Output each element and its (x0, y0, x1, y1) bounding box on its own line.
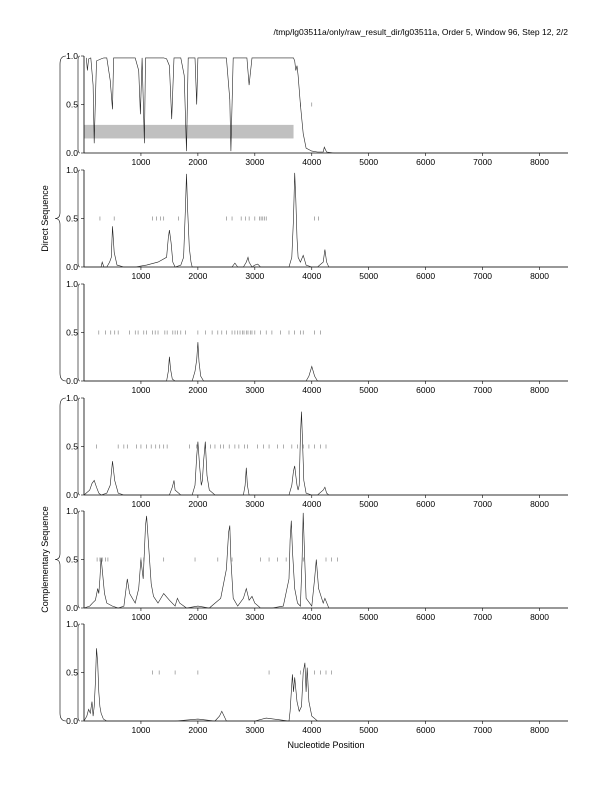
x-tick-label: 4000 (302, 385, 322, 395)
y-tick-label: 0.0 (66, 603, 78, 613)
y-tick-label: 0.5 (66, 554, 78, 565)
x-tick-label: 7000 (473, 385, 493, 395)
x-tick-label: 3000 (245, 499, 265, 509)
x-tick-label: 5000 (359, 271, 379, 281)
y-tick-label: 1.0 (66, 51, 78, 61)
x-tick-label: 6000 (416, 385, 436, 395)
x-tick-label: 1000 (131, 725, 151, 735)
x-tick-label: 7000 (473, 725, 493, 735)
chart-panel-3 (66, 279, 568, 395)
shaded-band (84, 125, 294, 139)
x-tick-label: 8000 (530, 157, 549, 167)
chart-panel-5 (66, 506, 568, 622)
x-tick-label: 4000 (302, 157, 322, 167)
chart-panels (66, 51, 568, 735)
x-tick-label: 7000 (473, 499, 493, 509)
chart-panel-2 (66, 165, 568, 281)
x-tick-label: 6000 (416, 271, 436, 281)
y-tick-label: 0.5 (66, 441, 78, 452)
group-bracket (55, 56, 66, 381)
x-tick-label: 3000 (245, 385, 265, 395)
x-tick-label: 3000 (245, 725, 265, 735)
group-labels (40, 56, 66, 721)
x-tick-label: 5000 (359, 157, 379, 167)
x-tick-label: 2000 (188, 271, 208, 281)
panel-bracket (78, 624, 80, 721)
x-tick-label: 5000 (359, 385, 379, 395)
y-tick-label: 0.5 (66, 667, 78, 678)
page-title: /tmp/lg03511a/only/raw_result_dir/lg03511a, Order 5, Window 96, Step 12, 2/2 (273, 27, 568, 37)
y-tick-label: 0.0 (66, 716, 78, 726)
x-tick-label: 4000 (302, 499, 322, 509)
panel-bracket (78, 398, 80, 495)
x-tick-label: 2000 (188, 612, 208, 622)
x-tick-label: 1000 (131, 612, 151, 622)
x-tick-label: 4000 (302, 725, 322, 735)
x-tick-label: 4000 (302, 271, 322, 281)
chart-panel-1 (66, 51, 568, 167)
y-tick-label: 0.0 (66, 262, 78, 272)
x-tick-label: 2000 (188, 157, 208, 167)
x-tick-label: 3000 (245, 612, 265, 622)
x-tick-label: 2000 (188, 499, 208, 509)
panel-bracket (78, 170, 80, 267)
x-tick-label: 6000 (416, 725, 436, 735)
y-tick-label: 0.0 (66, 490, 78, 500)
group-bracket (55, 398, 66, 721)
series-line (84, 648, 568, 721)
x-tick-label: 8000 (530, 499, 549, 509)
x-tick-label: 6000 (416, 612, 436, 622)
x-tick-label: 5000 (359, 612, 379, 622)
group-label: Complementary Sequence (40, 506, 50, 613)
y-tick-label: 1.0 (66, 506, 78, 516)
x-tick-label: 3000 (245, 271, 265, 281)
y-tick-label: 1.0 (66, 165, 78, 175)
x-tick-label: 7000 (473, 612, 493, 622)
group-label: Direct Sequence (40, 185, 50, 252)
series-line (84, 412, 568, 495)
x-tick-label: 8000 (530, 385, 549, 395)
y-tick-label: 1.0 (66, 279, 78, 289)
x-tick-label: 4000 (302, 612, 322, 622)
panel-bracket (78, 284, 80, 381)
x-tick-label: 6000 (416, 499, 436, 509)
chart-panel-4 (66, 393, 568, 509)
y-tick-label: 1.0 (66, 393, 78, 403)
x-tick-label: 3000 (245, 157, 265, 167)
x-tick-label: 1000 (131, 157, 151, 167)
y-tick-label: 0.5 (66, 99, 78, 110)
x-axis-title: Nucleotide Position (287, 740, 365, 750)
series-line (84, 342, 568, 381)
x-tick-label: 2000 (188, 725, 208, 735)
y-tick-label: 0.0 (66, 376, 78, 386)
x-tick-label: 2000 (188, 385, 208, 395)
x-tick-label: 7000 (473, 157, 493, 167)
y-tick-label: 1.0 (66, 619, 78, 629)
panel-bracket (78, 56, 80, 153)
x-tick-label: 1000 (131, 385, 151, 395)
x-tick-label: 6000 (416, 157, 436, 167)
x-tick-label: 1000 (131, 271, 151, 281)
y-tick-label: 0.0 (66, 148, 78, 158)
x-tick-label: 8000 (530, 612, 549, 622)
x-tick-label: 7000 (473, 271, 493, 281)
x-tick-label: 1000 (131, 499, 151, 509)
y-tick-label: 0.5 (66, 327, 78, 338)
x-tick-label: 8000 (530, 725, 549, 735)
panel-bracket (78, 511, 80, 608)
x-tick-label: 5000 (359, 725, 379, 735)
series-line (86, 58, 568, 153)
y-tick-label: 0.5 (66, 213, 78, 224)
x-tick-label: 8000 (530, 271, 549, 281)
x-tick-label: 5000 (359, 499, 379, 509)
chart-panel-6 (66, 619, 568, 735)
